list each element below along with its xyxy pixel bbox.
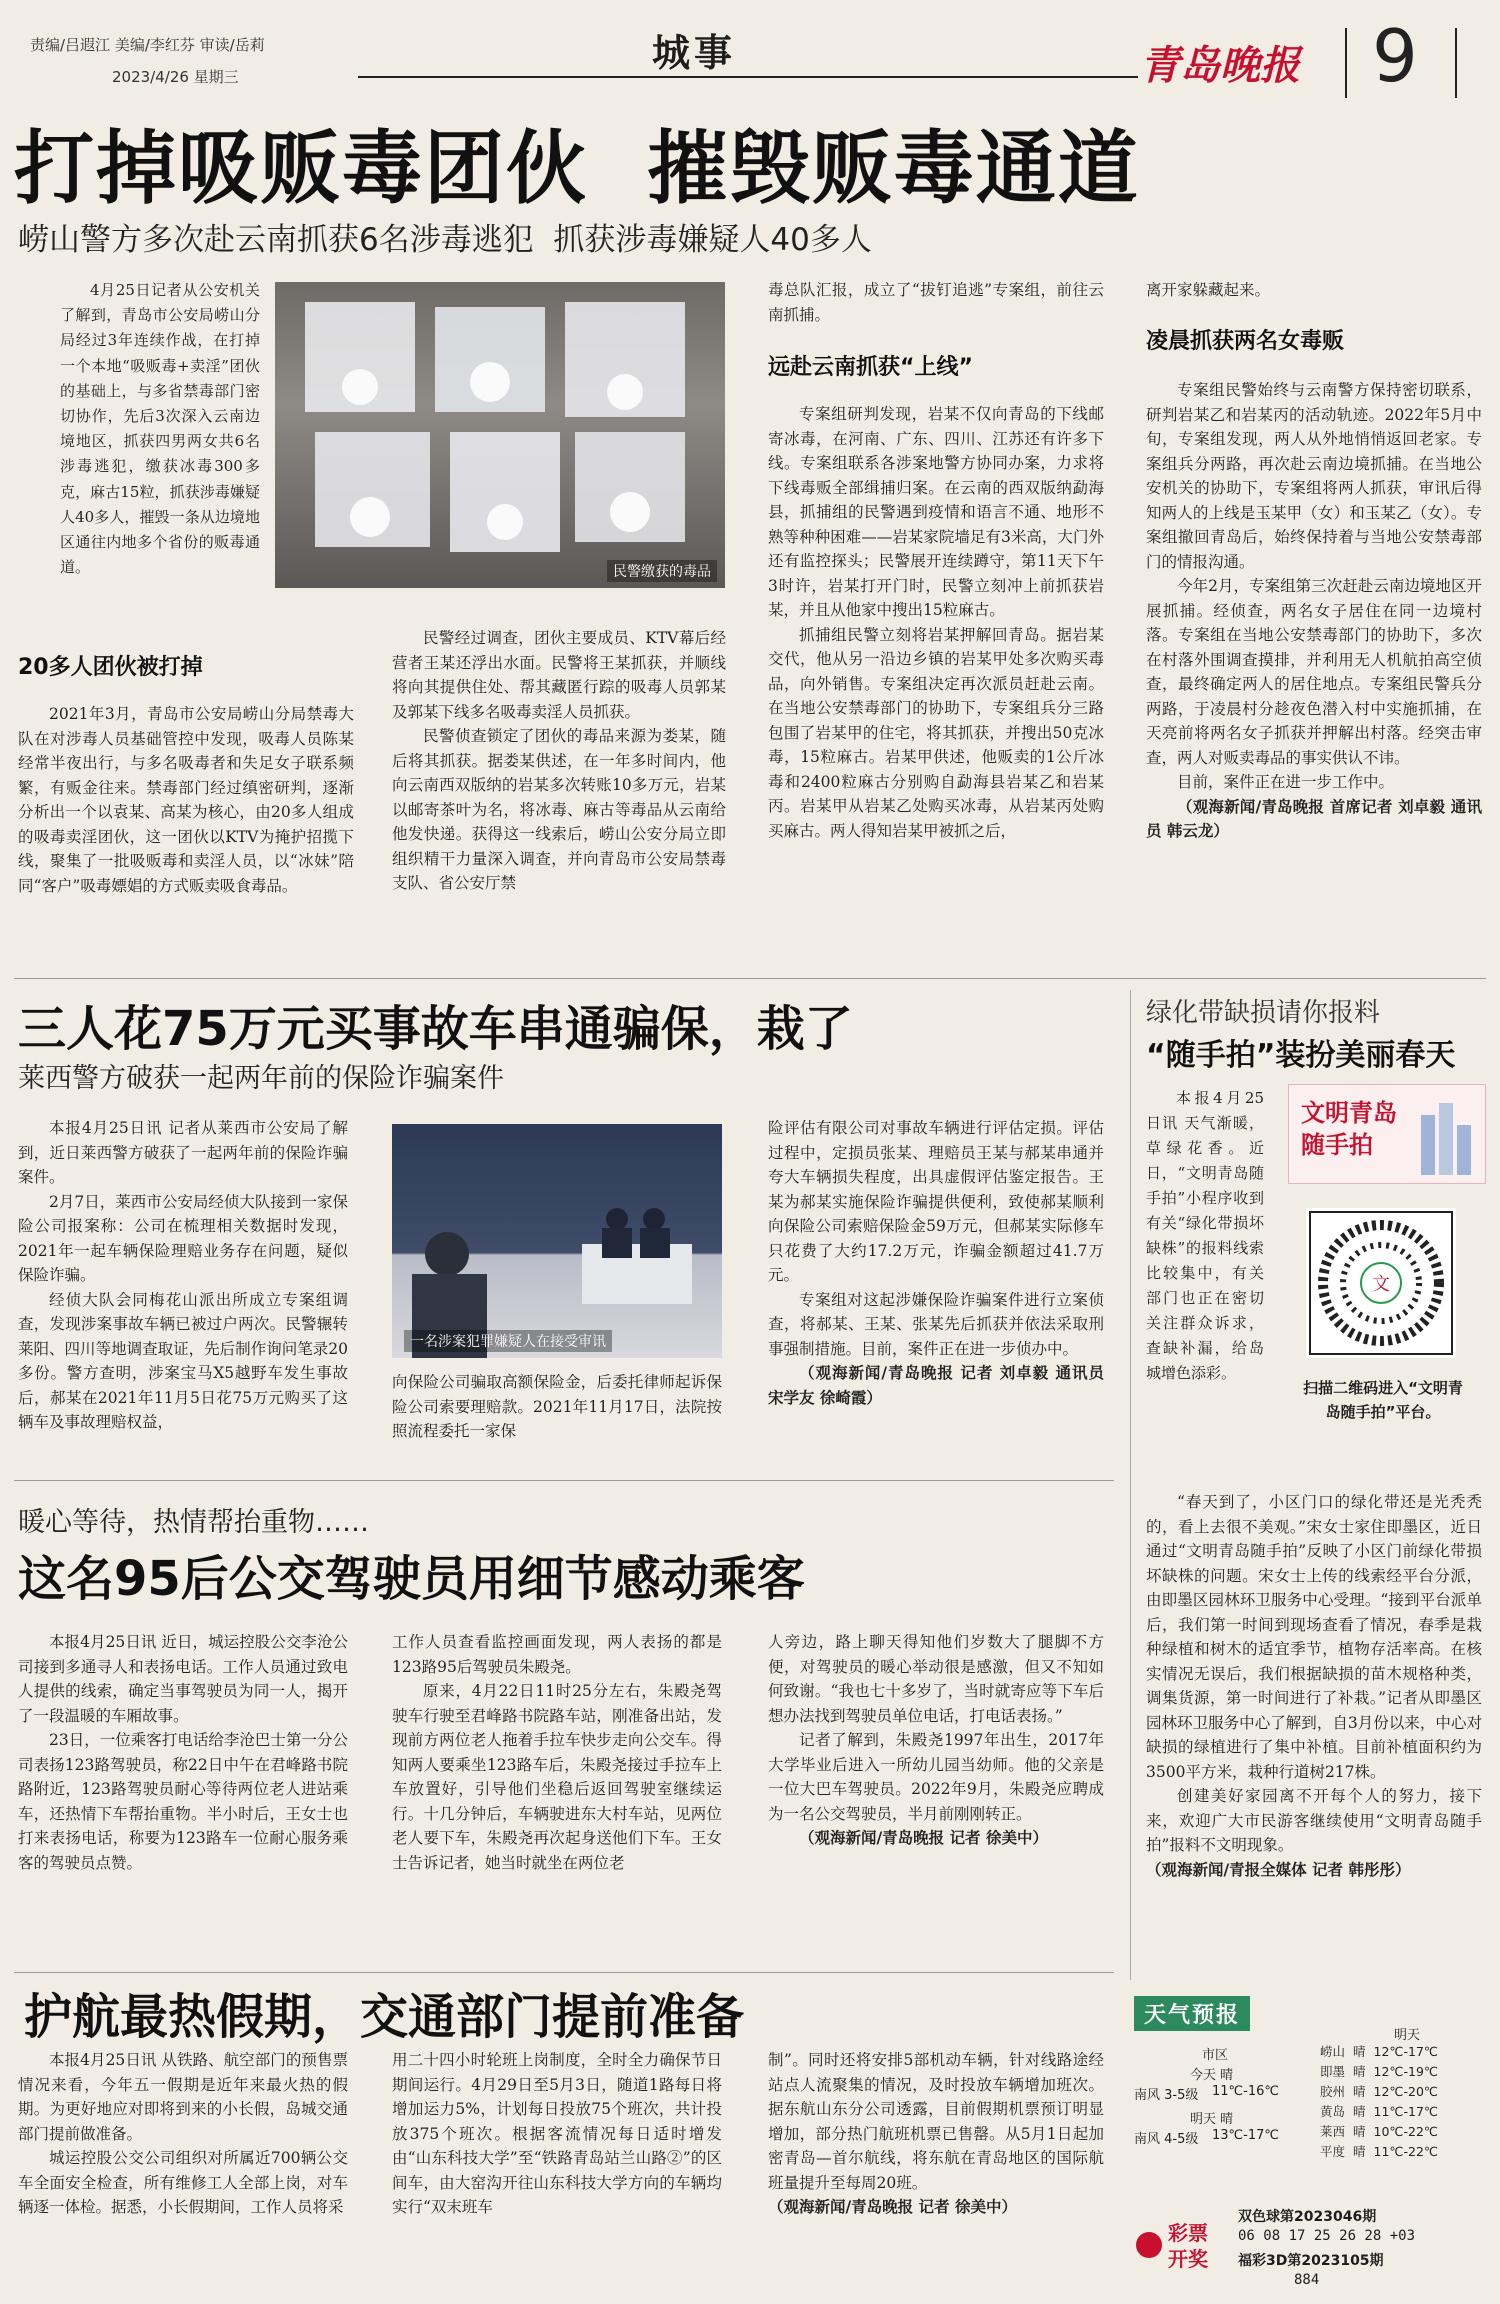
story1-col3b: 专案组研判发现，岩某不仅向青岛的下线邮寄冰毒，在河南、广东、四川、江苏还有许多下线。专案组联系各涉案地警方协同办案，力求将下线毒贩全部缉捕归案。在云南的西双版纳勐海县，抓捕组的民警遇到疫情和语言不通、地形不熟等种种困难——岩某家院墙足有3米高，大门外还有监控探头；民警展开连续蹲守，第11天下午3时许，岩某打开门时，民警立刻冲上前抓获岩某，并且从他家中搜出15粒麻古。 抓捕组民警立刻将岩某押解回青岛。据岩某交代，他从另一沿边乡镇的岩某甲处多次购买毒品，向外销售。专案组决定再次派员赶赴云南。在当地公安禁毒部门的协助下，专案组兵分三路包围了岩某甲的住宅，将其抓获，并搜出50克冰毒，15粒麻古。岩某甲供述，他贩卖的1公斤冰毒和2400粒麻古分别购自勐海县岩某乙和岩某丙。岩某甲从岩某乙处购买冰毒，从岩某丙处购买麻古。两人得知岩某甲被抓之后， — [768, 405, 1104, 840]
district-name: 崂山 — [1320, 2044, 1346, 2059]
district-name: 莱西 — [1320, 2124, 1346, 2139]
district-temp: 11℃-22℃ — [1373, 2144, 1438, 2159]
story1-subsection1: 20多人团伙被打掉 — [18, 655, 203, 680]
story1-photo — [275, 282, 725, 588]
table-row — [1316, 2062, 1442, 2082]
masthead-rule — [358, 76, 1138, 78]
table-row — [1316, 2142, 1442, 2162]
interrogation-room-illustration — [392, 1124, 722, 1358]
divider-story3 — [14, 1972, 1114, 1973]
story2-photo — [392, 1124, 722, 1358]
story2-col1: 本报4月25日讯 记者从莱西市公安局了解到，近日莱西警方破获了一起两年前的保险诈骗案件。 2月7日，莱西市公安局经侦大队接到一家保险公司报案称：公司在梳理相关数据时发现，2021年一起车辆保险理赔业务存在问题，疑似保险诈骗。 经侦大队会同梅花山派出所成立专案组调查，发现涉案事故车辆已被过户两次。民警辗转莱阳、四川等地调查取证，先后制作询问笔录20多份。警方查明，涉案宝马X5越野车发生事故后，郝某在2021年11月5日花75万元购买了这辆车及事故理赔权益， — [18, 1119, 348, 1431]
weather-district-header: 明天 — [1394, 2028, 1421, 2043]
story1-lede: 4月25日记者从公安机关了解到，青岛市公安局崂山分局经过3年连续作战，在打掉一个本地“吸贩毒+卖淫”团伙的基础上，与多省禁毒部门密切协作，先后3次深入云南边境地区，抓获四男两女共6名涉毒逃犯，缴获冰毒300多克，麻古15粒，抓获涉毒嫌疑人40多人，摧毁一条从边境地区通往内地多个省份的贩毒通道。 — [60, 281, 260, 577]
lottery-icon — [1136, 2232, 1162, 2258]
story1-col3a: 毒总队汇报，成立了“拔钉追逃”专案组，前往云南抓捕。 — [768, 281, 1104, 324]
story1-headline: 打掉吸贩毒团伙 摧毁贩毒通道 — [14, 122, 1140, 215]
divider-story2 — [14, 1480, 1114, 1481]
weather-today-temp: 11℃-16℃ — [1212, 2084, 1279, 2099]
story3-logo-text: 文明青岛随手拍 — [1301, 1099, 1397, 1159]
weather-today-wind: 南风 3-5级 — [1134, 2088, 1199, 2103]
weather-city-label: 市区 — [1202, 2048, 1229, 2063]
district-name: 黄岛 — [1320, 2104, 1346, 2119]
story2-photo-caption: 一名涉案犯罪嫌疑人在接受审讯 — [404, 1330, 612, 1352]
issue-date: 2023/4/26 星期三 — [112, 68, 239, 86]
city-skyline-icon — [1289, 1085, 1485, 1183]
story2-subhead: 莱西警方破获一起两年前的保险诈骗案件 — [18, 1063, 504, 1094]
story1-col4a: 离开家躲藏起来。 — [1146, 281, 1271, 299]
story5-col1: 本报4月25日讯 从铁路、航空部门的预售票情况来看，今年五一假期是近年来最火热的假期。为更好地应对即将到来的小长假，岛城交通部门提前做准备。 城运控股公交公司组织对所属近700辆公交车全面安全检查，所有维修工人全部上岗，对车辆逐一体检。据悉，小长假期间，工作人员将采 — [18, 2051, 348, 2216]
district-name: 平度 — [1320, 2144, 1346, 2159]
divider-story1 — [14, 978, 1486, 979]
story2-col2: 向保险公司骗取高额保险金，后委托律师起诉保险公司索要理赔款。2021年11月17日，法院按照流程委托一家保 — [392, 1373, 722, 1440]
page-number: 9 — [1372, 14, 1418, 98]
weather-box — [1134, 1996, 1486, 2184]
page-number-divider-right — [1455, 28, 1457, 98]
story1-col2: 民警经过调查，团伙主要成员、KTV幕后经营者王某还浮出水面。民警将王某抓获，并顺线将向其提供住处、帮其藏匿行踪的吸毒人员郭某及郭某下线多名吸毒卖淫人员抓获。 民警侦查锁定了团伙的毒品来源为娄某，随后将其抓获。据娄某供述，在一年多时间内，他向云南西双版纳的岩某多次转账10多万元，岩某以邮寄茶叶为名，将冰毒、麻古等毒品从云南给他发快递。获得这一线索后，崂山公安分局立即组织精干力量深入调查，并向青岛市公安局禁毒支队、省公安厅禁 — [392, 629, 726, 892]
weather-tomorrow-temp: 13℃-17℃ — [1212, 2128, 1279, 2143]
drug-bags-illustration — [275, 282, 725, 588]
qr-caption: 扫描二维码进入“文明青岛随手拍”平台。 — [1303, 1379, 1463, 1421]
story5-col2: 用二十四小时轮班上岗制度，全时全力确保节日期间运行。4月29日至5月3日，随道1路每日将增加运力5%，计划每日投放75个班次，共计投放375个班次。根据客流情况每日适时增发由“山东科技大学”至“铁路青岛站兰山路②”的区间车，由大窑沟开往山东科技大学方向的车辆均实行“双末班车 — [392, 2051, 722, 2216]
story1-photo-caption: 民警缴获的毒品 — [607, 560, 717, 582]
table-row — [1316, 2122, 1442, 2142]
district-sky: 晴 — [1353, 2084, 1366, 2099]
lottery-line3: 福彩3D第2023105期 — [1238, 2253, 1384, 2269]
district-sky: 晴 — [1353, 2064, 1366, 2079]
weather-tomorrow-wind: 南风 4-5级 — [1134, 2132, 1199, 2147]
page-number-divider — [1345, 28, 1347, 98]
district-temp: 12℃-19℃ — [1373, 2064, 1438, 2079]
weather-today: 今天 晴 — [1190, 2068, 1234, 2083]
district-temp: 10℃-22℃ — [1373, 2124, 1438, 2139]
story4-col3: 人旁边，路上聊天得知他们岁数大了腿脚不方便，对驾驶员的暖心举动很是感激，但又不知如何致谢。“我也七十多岁了，当时就寄应等下车后想办法找到驾驶员单位电话，打电话表扬。” 记者了解到，朱殿尧1997年出生，2017年大学毕业后进入一所幼儿园当幼师。他的父亲是一位大巴车驾驶员。2022年9月，朱殿尧应聘成为一名公交驾驶员，半月前刚刚转正。 （观海新闻/青岛晚报 记者 徐美中） — [768, 1633, 1104, 1847]
district-temp: 12℃-20℃ — [1373, 2084, 1438, 2099]
story3-col2: “春天到了，小区门口的绿化带还是光秃秃的，看上去很不美观。”宋女士家住即墨区，近日通过“文明青岛随手拍”反映了小区门前绿化带损坏缺株的问题。宋女士上传的线索经平台分派，由即墨区园林环卫服务中心受理。“接到平台派单后，我们第一时间到现场查看了情况，春季是栽种绿植和树木的适宜季节，植物存活率高。在核实情况无误后，我们根据缺损的苗木规格种类，调集货源，第一时间进行了补栽。”记者从即墨区园林环卫服务中心了解到，自3月份以来，中心对缺损的绿植进行了集中补植。目前补植面积约为3500平方米，栽种行道树217株。 创建美好家园离不开每个人的努力，接下来，欢迎广大市民游客继续使用“文明青岛随手拍”报料不文明现象。 （观海新闻/青报全媒体 记者 韩彤彤） — [1146, 1493, 1482, 1879]
story1-subhead: 崂山警方多次赴云南抓获6名涉毒逃犯 抓获涉毒嫌疑人40多人 — [18, 222, 872, 258]
story4-kicker: 暖心等待，热情帮抬重物…… — [18, 1507, 369, 1538]
qr-code-icon — [1306, 1208, 1456, 1358]
lottery-line1: 双色球第2023046期 — [1238, 2209, 1377, 2225]
story2-col3: 险评估有限公司对事故车辆进行评估定损。评估过程中，定损员张某、理赔员王某与郝某串通并夸大车辆损失程度，出具虚假评估鉴定报告。王某为郝某实施保险诈骗提供便利，致使郝某顺利向保险公司索赔保险金59万元，但郝某实际修车只花费了大约17.2万元，诈骗金额超过41.7万元。 专案组对这起涉嫌保险诈骗案件进行立案侦查，将郝某、王某、张某先后抓获并依法采取刑事强制措施。目前，案件正在进一步侦办中。 （观海新闻/青岛晚报 记者 刘卓毅 通讯员 宋学友 徐崎霞） — [768, 1119, 1104, 1407]
story2-headline: 三人花75万元买事故车串通骗保，栽了 — [18, 1001, 853, 1057]
district-sky: 晴 — [1353, 2104, 1366, 2119]
story4-col1: 本报4月25日讯 近日，城运控股公交李沧公司接到多通寻人和表扬电话。工作人员通过致电人提供的线索，确定当事驾驶员为同一人，揭开了一段温暖的车厢故事。 23日，一位乘客打电话给李沧巴士第一分公司表扬123路驾驶员，称22日中午在君峰路书院路附近，123路驾驶员耐心等待两位老人进站乘车，还热情下车帮抬重物。半小时后，王女士也打来表扬电话，称要为123路车一位耐心服务乘客的驾驶员点赞。 — [18, 1633, 348, 1872]
weather-tomorrow: 明天 晴 — [1190, 2112, 1234, 2127]
story3-logo — [1288, 1084, 1486, 1184]
qr-code[interactable] — [1306, 1208, 1456, 1358]
story1-subsection2: 远赴云南抓获“上线” — [768, 355, 973, 380]
table-row — [1316, 2042, 1442, 2062]
weather-district-table — [1316, 2042, 1442, 2162]
lottery-box — [1134, 2200, 1486, 2296]
story3-headline: “随手拍”装扮美丽春天 — [1146, 1038, 1456, 1073]
weather-title: 天气预报 — [1134, 1996, 1250, 2031]
section-name: 城事 — [652, 31, 737, 75]
lottery-line2: 06 08 17 25 26 28 +03 — [1238, 2228, 1416, 2244]
story4-headline: 这名95后公交驾驶员用细节感动乘客 — [18, 1551, 805, 1607]
district-sky: 晴 — [1353, 2144, 1366, 2159]
story4-col2: 工作人员查看监控画面发现，两人表扬的都是123路95后驾驶员朱殿尧。 原来，4月22日11时25分左右，朱殿尧驾驶车行驶至君峰路书院路车站，刚准备出站，发现前方两位老人拖着手拉车快步走向公交车。得知两人要乘坐123路车后，朱殿尧接过手拉车上车放置好，引导他们坐稳后返回驾驶室继续运行。十几分钟后，车辆驶进东大村车站，见两位老人要下车，朱殿尧再次起身送他们下车。王女士告诉记者，她当时就坐在两位老 — [392, 1633, 722, 1872]
svg-text:文: 文 — [1372, 1274, 1390, 1295]
district-name: 即墨 — [1320, 2064, 1346, 2079]
right-column-divider — [1130, 990, 1131, 1980]
district-temp: 12℃-17℃ — [1373, 2044, 1438, 2059]
story3-col1: 本报4月25日讯 天气渐暖，草绿花香。近日，“文明青岛随手拍”小程序收到有关“绿化带损坏缺株”的报料线索比较集中，有关部门也正在密切关注群众诉求，查缺补漏，给岛城增色添彩。 — [1146, 1089, 1264, 1382]
paper-logo: 青岛晚报 — [1140, 42, 1300, 89]
district-sky: 晴 — [1353, 2124, 1366, 2139]
table-row — [1316, 2082, 1442, 2102]
story1-col4b: 专案组民警始终与云南警方保持密切联系，研判岩某乙和岩某丙的活动轨迹。2022年5月中旬，专案组发现，两人从外地悄悄返回老家。专案组兵分两路，再次赴云南边境抓捕。在当地公安机关的协助下，专案组将两人抓获，审讯后得知两人的上线是玉某甲（女）和玉某乙（女）。专案组撤回青岛后，始终保持着与当地公安禁毒部门的情报沟通。 今年2月，专案组第三次赶赴云南边境地区开展抓捕。经侦查，两名女子居住在同一边境村落。专案组在当地公安禁毒部门的协助下，多次在村落外围调查摸排，并利用无人机航拍高空侦查，最终确定两人的居住地点。专案组民警兵分两路，于凌晨村分趁夜色潜入村中实施抓捕，在天亮前将两名女子抓获并押解出村落。经突击审查，两人对贩卖毒品的事实供认不讳。 目前，案件正在进一步工作中。 （观海新闻/青岛晚报 首席记者 刘卓毅 通讯员 韩云龙） — [1146, 381, 1482, 840]
editor-credits: 责编/吕遐江 美编/李红芬 审读/岳莉 — [30, 36, 265, 54]
lottery-logo: 彩票开奖 — [1168, 2221, 1208, 2271]
story5-headline: 护航最热假期，交通部门提前准备 — [24, 1989, 745, 2045]
lottery-line4: 884 — [1294, 2272, 1320, 2288]
story1-col1: 2021年3月，青岛市公安局崂山分局禁毒大队在对涉毒人员基础管控中发现，吸毒人员陈某经常半夜出行，与多名吸毒者和失足女子联系频繁，有贩金往来。禁毒部门经过缜密研判，逐渐分析出一个以袁某、高某为核心，由20多人组成的吸毒卖淫团伙，这一团伙以KTV为掩护招揽下线，聚集了一批吸贩毒和卖淫人员，以“冰妹”陪同“客户”吸毒嫖娼的方式贩卖吸食毒品。 — [18, 705, 354, 895]
story1-subsection3: 凌晨抓获两名女毒贩 — [1146, 329, 1345, 354]
district-name: 胶州 — [1320, 2084, 1346, 2099]
story5-col3: 制”。同时还将安排5部机动车辆，针对线路途经站点人流聚集的情况，及时投放车辆增加班次。据东航山东分公司透露，目前假期机票预订明显增加，部分热门航班机票已售罄。从5月1日起加密青岛—首尔航线，将东航在青岛地区的国际航班量提升至每周20班。 （观海新闻/青岛晚报 记者 徐美中） — [768, 2051, 1104, 2216]
story3-kicker: 绿化带缺损请你报料 — [1146, 998, 1381, 1028]
district-temp: 11℃-17℃ — [1373, 2104, 1438, 2119]
table-row — [1316, 2102, 1442, 2122]
district-sky: 晴 — [1353, 2044, 1366, 2059]
